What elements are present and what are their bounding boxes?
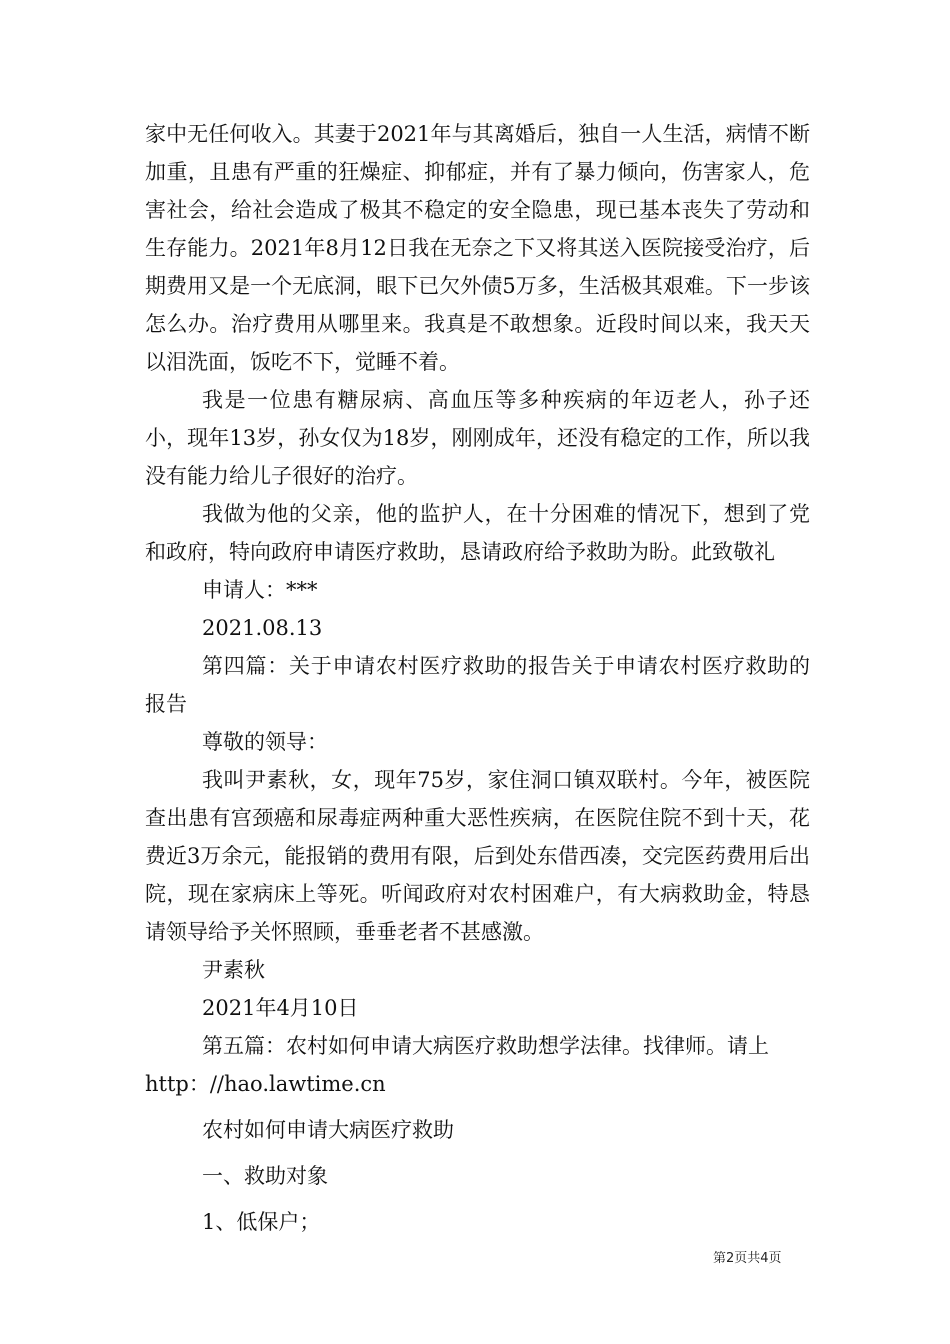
section-heading-5: 第五篇：农村如何申请大病医疗救助想学法律。找律师。请上 bbox=[202, 1034, 769, 1058]
salutation: 尊敬的领导： bbox=[202, 730, 328, 754]
signature-name: 尹素秋 bbox=[202, 958, 265, 982]
section-heading-4: 第四篇：关于申请农村医疗救助的报告关于申请农村医疗救助的报告 bbox=[145, 654, 810, 716]
paragraph-yin-suqiu: 我叫尹素秋，女，现年75岁，家住洞口镇双联村。今年，被医院查出患有宫颈癌和尿毒症两种重大恶性疾病，在医院住院不到十天，花费近3万余元，能报销的费用有限，后到处东借西凑，交完医药费用后出院，现在家病床上等死。听闻政府对农村困难户，有大病救助金，特恳请领导给予关怀照顾，垂垂老者不甚感激。 bbox=[145, 768, 810, 944]
page-number: 第2页共4页 bbox=[713, 1251, 782, 1266]
url-link[interactable]: http：//hao.lawtime.cn bbox=[145, 1072, 386, 1096]
paragraph-request: 我做为他的父亲，他的监护人，在十分困难的情况下，想到了党和政府，特向政府申请医疗救助，恳请政府给予救助为盼。此致敬礼 bbox=[145, 502, 810, 564]
topic-title: 农村如何申请大病医疗救助 bbox=[202, 1118, 454, 1142]
applicant-signature: 申请人：*** bbox=[202, 578, 318, 602]
signature-date: 2021年4月10日 bbox=[202, 996, 359, 1020]
paragraph-continued: 家中无任何收入。其妻于2021年与其离婚后，独自一人生活，病情不断加重，且患有严重的狂燥症、抑郁症，并有了暴力倾向，伤害家人，危害社会，给社会造成了极其不稳定的安全隐患，现已基本丧失了劳动和生存能力。2021年8月12日我在无奈之下又将其送入医院接受治疗，后期费用又是一个无底洞，眼下已欠外债5万多，生活极其艰难。下一步该怎么办。治疗费用从哪里来。我真是不敢想象。近段时间以来，我天天以泪洗面，饭吃不下，觉睡不着。 bbox=[145, 122, 810, 374]
list-item: 1、低保户； bbox=[202, 1210, 321, 1234]
paragraph-elderly: 我是一位患有糖尿病、高血压等多种疾病的年迈老人，孙子还小，现年13岁，孙女仅为18岁，刚刚成年，还没有稳定的工作，所以我没有能力给儿子很好的治疗。 bbox=[145, 388, 810, 488]
applicant-date: 2021.08.13 bbox=[202, 616, 323, 640]
list-heading: 一、救助对象 bbox=[202, 1164, 328, 1188]
document-body bbox=[145, 115, 810, 1241]
